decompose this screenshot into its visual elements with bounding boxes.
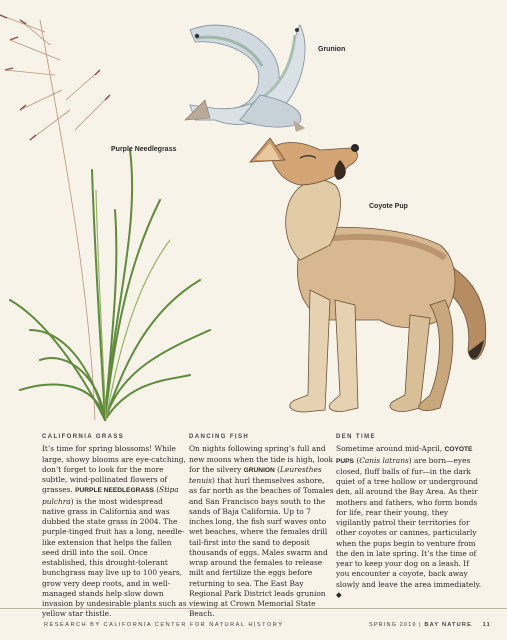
column-california-grass xyxy=(42,432,188,620)
latin-name: Leuresthes tenuis xyxy=(189,464,322,485)
column-heading: CALIFORNIA GRASS xyxy=(42,434,125,440)
latin-name: Canis latrans xyxy=(359,455,409,465)
keyword: COYOTE PUPS xyxy=(336,446,473,465)
purple-needlegrass-illustration xyxy=(0,15,210,420)
grunion-label: Grunion xyxy=(318,46,346,53)
coyote-pup-illustration xyxy=(250,138,486,412)
column-heading: DANCING FISH xyxy=(189,434,250,440)
keyword: GRUNION xyxy=(243,466,275,474)
column-dancing-fish xyxy=(189,432,335,620)
research-credit: RESEARCH BY CALIFORNIA CENTER FOR NATURAL HISTORY xyxy=(44,622,284,628)
column-body: It’s time for spring blossoms! While large, showy blooms are eye-catching, don’t forget to look for the more subtle, wind-pollinated flowers of grasses. PURPLE NEEDLEGRASS (Stipa pulchra) is the most widespread native grass in California and was dubbed the state grass in 2004. The purple-tinged fruit has a long, needle-like extension that helps the fallen seed drill into the soil. Once established, this drought-tolerant bunchgrass may live up to 100 years, grow very deep roots, and in well-managed stands help slow down invasion by undesirable plants such as yellow star thistle. xyxy=(42,444,187,619)
column-body: Sometime around mid-April, COYOTE PUPS (Canis latrans) are born—eyes closed, fluff balls of fur—in the dark quiet of a tree hollow or underground den, all around the Bay Area. As their mothers and fathers, who form bonds for life, rear their young, they vigilantly patrol their territories for other coyotes or canines, particularly when the pups begin to venture from the den in late spring. It’s the time of year to keep your dog on a leash. If you encounter a coyote, back away slowly and leave the area immediately. ◆ xyxy=(336,444,482,599)
keyword: PURPLE NEEDLEGRASS xyxy=(75,487,154,495)
column-heading: DEN TIME xyxy=(336,434,376,440)
folio: SPRING 2019 | BAY NATURE 11 xyxy=(368,622,491,628)
coyote-pup-label: Coyote Pup xyxy=(369,203,408,210)
latin-name: Stipa pulchra xyxy=(42,485,179,506)
grunion-illustration xyxy=(185,25,305,132)
column-den-time xyxy=(336,432,482,600)
footer-rule xyxy=(0,608,507,609)
needlegrass-label: Purple Needlegrass xyxy=(111,146,177,153)
column-body: On nights following spring’s full and new moons when the tide is high, look for the silvery GRUNION (Leuresthes tenuis) that hurl themselves ashore, as far north as the beaches of Tomales and San Francisco bays south to the sands of Baja California. Up to 7 inches long, the fish surf waves onto wet beaches, where the females drill tail-first into the sand to deposit thousands of eggs. Males swarm and wrap around the females to release milt and fertilize the eggs before returning to sea. The East Bay Regional Park District leads grunion viewing at Crown Memorial State Beach. xyxy=(189,444,334,619)
